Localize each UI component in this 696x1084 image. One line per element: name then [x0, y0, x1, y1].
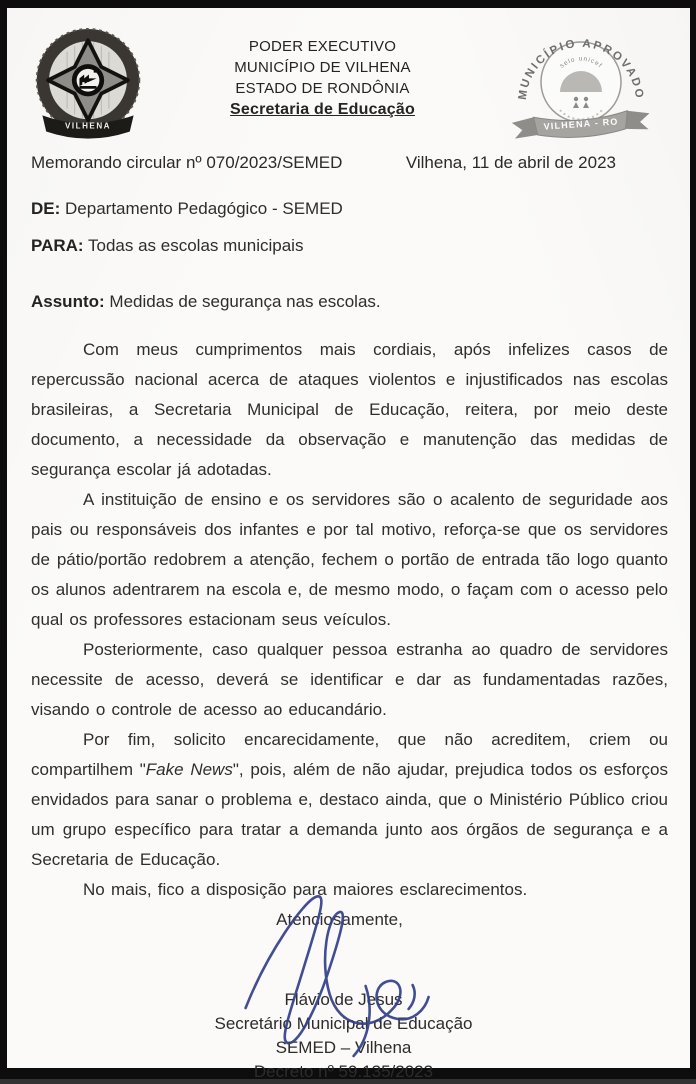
paragraph-4: Por fim, solicito encarecidamente, que não acreditem, criem ou compartilhem "Fake News", pois, além de não ajudar, prejudica todos os esforços envidados para sanar o problema e, destaco ainda, que o Ministério Público criou um grupo específico para tratar a demanda junto aos órgãos de segurança e a Secretaria de Educação. [31, 730, 668, 869]
memo-number: Memorando circular nº 070/2023/SEMED [31, 153, 343, 172]
to-value: Todas as escolas municipais [88, 236, 304, 255]
letterhead [31, 18, 668, 151]
memo-line [31, 153, 668, 173]
coat-banner-label: VILHENA [64, 121, 112, 131]
fake-news-italic: Fake News [145, 760, 233, 779]
vilhena-coat-of-arms-icon [31, 24, 149, 151]
subject-row [31, 290, 668, 314]
to-row [31, 234, 668, 258]
org-line-2: MUNICÍPIO DE VILHENA [234, 59, 411, 76]
signer-role: Secretário Municipal de Educação [214, 1014, 473, 1033]
seal-inner-label: selo unicef [558, 55, 604, 70]
from-row [31, 197, 668, 221]
memo-place-date: Vilhena, 11 de abril de 2023 [405, 153, 616, 172]
paragraph-1: Com meus cumprimentos mais cordiais, após infelizes casos de repercussão nacional acerca de ataques violentos e injustificados nas escolas brasileiras, a Secretaria Municipal de Educação, reitera, por meio deste documento, a necessidade da observação e manutenção das medidas de segurança escolar já adotadas. [31, 340, 668, 479]
from-value: Departamento Pedagógico - SEMED [65, 199, 343, 218]
seal-arc-label: MUNICÍPIO APROVADO [516, 37, 646, 101]
paragraph-5: No mais, fico a disposição para maiores esclarecimentos. [83, 880, 528, 899]
seal-ribbon-label: VILHENA - RO [543, 116, 619, 132]
signature-block [31, 988, 668, 1084]
to-label: PARA: [31, 236, 84, 255]
org-dept: Secretaria de Educação [230, 101, 415, 118]
org-line-3: ESTADO DE RONDÔNIA [235, 80, 410, 97]
municipio-aprovado-seal-icon [496, 20, 668, 151]
subject-label: Assunto: [31, 292, 105, 311]
paragraph-2: A instituição de ensino e os servidores são o acalento de seguridade aos pais ou responsáveis dos infantes e por tal motivo, reforça-se que os servidores de pátio/portão redobrem a atenção, fechem o portão de entrada tão logo quanto os alunos adentrarem na escola e, de mesmo modo, o façam com o acesso pelo qual os professores estacionam seus veículos. [31, 490, 668, 629]
signer-name: Flávio de Jesus [284, 990, 403, 1009]
memo-sheet [7, 8, 690, 1081]
memo-body [31, 335, 668, 905]
signer-org: SEMED – Vilhena [275, 1038, 412, 1057]
from-label: DE: [31, 199, 61, 218]
signer-decree: Decreto nº 59.135/2023 [253, 1062, 434, 1081]
paragraph-3: Posteriormente, caso qualquer pessoa estranha ao quadro de servidores necessite de acesso, deverá se identificar e dar as fundamentadas razões, visando o controle de acesso ao educandário. [31, 640, 668, 719]
subject-value: Medidas de segurança nas escolas. [109, 292, 381, 311]
org-line-1: PODER EXECUTIVO [248, 38, 397, 55]
memo-fields [31, 197, 668, 314]
closing-salutation: Atenciosamente, [276, 910, 403, 929]
org-block [149, 36, 496, 120]
